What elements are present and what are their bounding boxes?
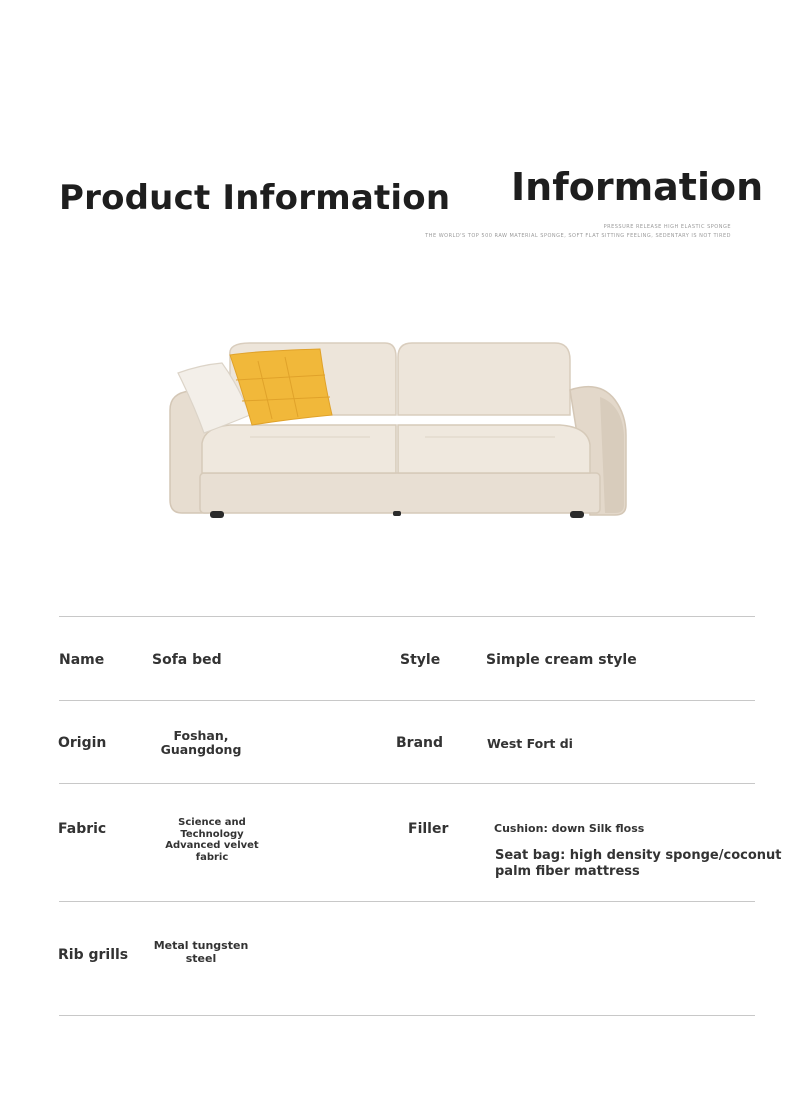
table-divider xyxy=(59,1015,755,1016)
spec-value-filler-mattress: palm fiber mattress xyxy=(495,864,640,879)
spec-value-filler-seat: Seat bag: high density sponge/coconut xyxy=(495,848,782,863)
origin-line-1: Foshan, xyxy=(173,728,229,743)
rib-line-2: steel xyxy=(185,951,217,965)
spec-label-brand: Brand xyxy=(396,735,444,751)
page-title: Product Information xyxy=(59,178,451,218)
tagline-line-2: THE WORLD'S TOP 500 RAW MATERIAL SPONGE, SOFT FLAT SITTING FEELING, SEDENTARY IS NOT TIRED xyxy=(425,233,731,239)
tagline-line-1: PRESSURE RELEASE HIGH ELASTIC SPONGE xyxy=(603,224,731,230)
spec-value-filler-cushion: Cushion: down Silk floss xyxy=(494,822,645,835)
spec-label-style: Style xyxy=(400,652,441,668)
spec-label-fabric: Fabric xyxy=(58,821,107,837)
table-divider xyxy=(59,901,755,902)
section-title-en: Information xyxy=(511,165,764,209)
spec-value-origin xyxy=(150,729,252,758)
spec-value-name: Sofa bed xyxy=(152,652,222,668)
rib-line-1: Metal tungsten xyxy=(153,939,249,952)
table-divider xyxy=(59,700,755,701)
table-divider xyxy=(59,616,755,617)
spec-value-style: Simple cream style xyxy=(486,652,637,668)
spec-label-rib-grills: Rib grills xyxy=(58,947,129,963)
spec-value-brand: West Fort di xyxy=(487,736,573,751)
fabric-line-1: Science and Technology xyxy=(178,817,246,840)
spec-label-origin: Origin xyxy=(58,735,107,751)
origin-line-2: Guangdong xyxy=(160,742,242,758)
spec-label-filler: Filler xyxy=(408,821,449,837)
spec-value-fabric xyxy=(148,817,276,863)
spec-value-rib-grills xyxy=(150,940,252,965)
table-divider xyxy=(59,783,755,784)
fabric-line-2: Advanced velvet fabric xyxy=(165,840,259,863)
spec-label-name: Name xyxy=(59,652,105,668)
sofa-product-image xyxy=(160,335,640,525)
